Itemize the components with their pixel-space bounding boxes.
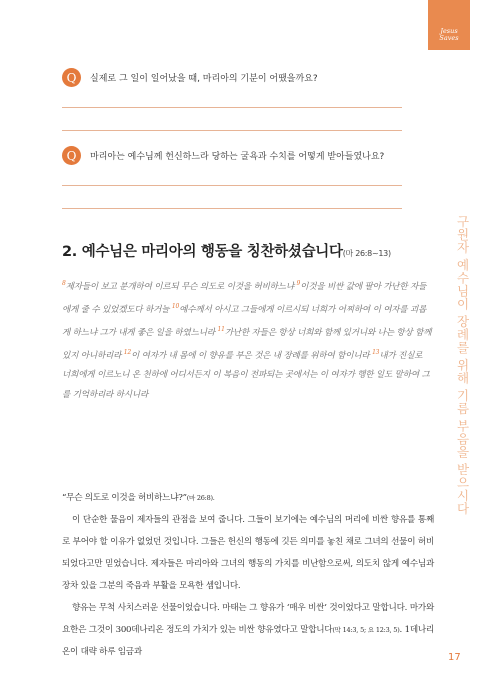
paragraph-reference: (막 14:3, 5; 요 12:3, 5) [332,626,400,634]
verse-text: 가난한 자들은 항상 너희와 함께 있거니와 나는 항상 함께 있지 아니하리라 [62,327,432,361]
question-text: 실제로 그 일이 일어났을 때, 마리아의 기분이 어땠을까요? [90,74,318,84]
body-text [62,487,434,663]
verse-text: 내가 진실로 너희에게 이르노니 온 천하에 어디서든지 이 복음이 전파되는 곳에서는 이 여자가 행한 일도 말하여 그를 기억하리라 하시니라 [62,350,430,401]
answer-line [62,208,402,209]
question-text: 마리아는 예수님께 헌신하느라 당하는 굴욕과 수치를 어떻게 받아들였나요? [90,152,385,162]
header-tab [428,0,470,50]
quote-paragraph [62,487,434,509]
question-block-2 [62,146,402,209]
answer-line [62,130,402,131]
verse-number: 9 [296,280,301,287]
verse-number: 8 [62,280,66,287]
verse-text: 이것을 비싼 값에 팔아 가난한 자들에게 줄 수 있었겠도다 하거늘 [62,281,427,315]
page-number: 17 [448,652,461,663]
brand-mark [428,28,470,42]
section-reference: (마 26:8~13) [342,249,391,258]
answer-line [62,185,402,186]
question-marker: Q [62,68,81,87]
brand-line-1: Jesus [440,27,458,35]
body-paragraph-2 [62,597,434,663]
section-heading [62,240,391,261]
quote-text: “무슨 의도로 이것을 허비하느냐?” [62,493,187,503]
chapter-side-title: 구원자 예수님이 장례를 위해 기름 부음을 받으시다 [455,215,470,515]
verse-number: 10 [171,302,180,310]
body-paragraph-1: 이 단순한 물음이 제자들의 관점을 보여 줍니다. 그들이 보기에는 예수님의 머리에 비싼 향유를 통째로 부어야 할 이유가 없었던 것입니다. 그들은 헌신의 행동에 깃든 의미를 놓친 채로 그녀의 선물이 허비되었다고만 믿었습니다. 제자들은 마리아와 그녀의 행동의 가치를 비난함으로써, 의도치 않게 예수님과 장차 있을 그분의 죽음과 부활을 모욕한 셈입니다. [62,515,434,591]
answer-line [62,107,402,108]
verse-number: 11 [217,325,225,333]
brand-line-2: Saves [439,34,459,42]
verse-number: 13 [372,348,380,356]
verse-text: 이 여자가 내 몸에 이 향유를 부은 것은 내 장례를 위하여 함이니라 [131,350,373,361]
paragraph-text: 향유는 무척 사치스러운 선물이었습니다. 마태는 그 향유가 ‘매우 비싼’ 것이었다고 말합니다. 마가와 요한은 그것이 300데나리온 정도의 가치가 있는 비싼 향유였다고 말합니다 [62,603,434,635]
section-title-text: 2. 예수님은 마리아의 행동을 칭찬하셨습니다 [62,244,343,260]
verse-number: 12 [123,348,132,356]
verse-text: 예수께서 아시고 그들에게 이르시되 너희가 어찌하여 이 여자를 괴롭게 하느냐 그가 내게 좋은 일을 하였느니라 [62,304,427,338]
question-block-1 [62,68,402,131]
quote-reference: (마 26:8). [186,494,215,502]
verse-text: 제자들이 보고 분개하여 이르되 무슨 의도로 이것을 허비하느냐 [65,281,297,292]
question-marker: Q [62,146,81,165]
paragraph-text: . 1데나리온이 대략 하루 임금과 [62,625,434,657]
scripture-passage [62,274,432,405]
